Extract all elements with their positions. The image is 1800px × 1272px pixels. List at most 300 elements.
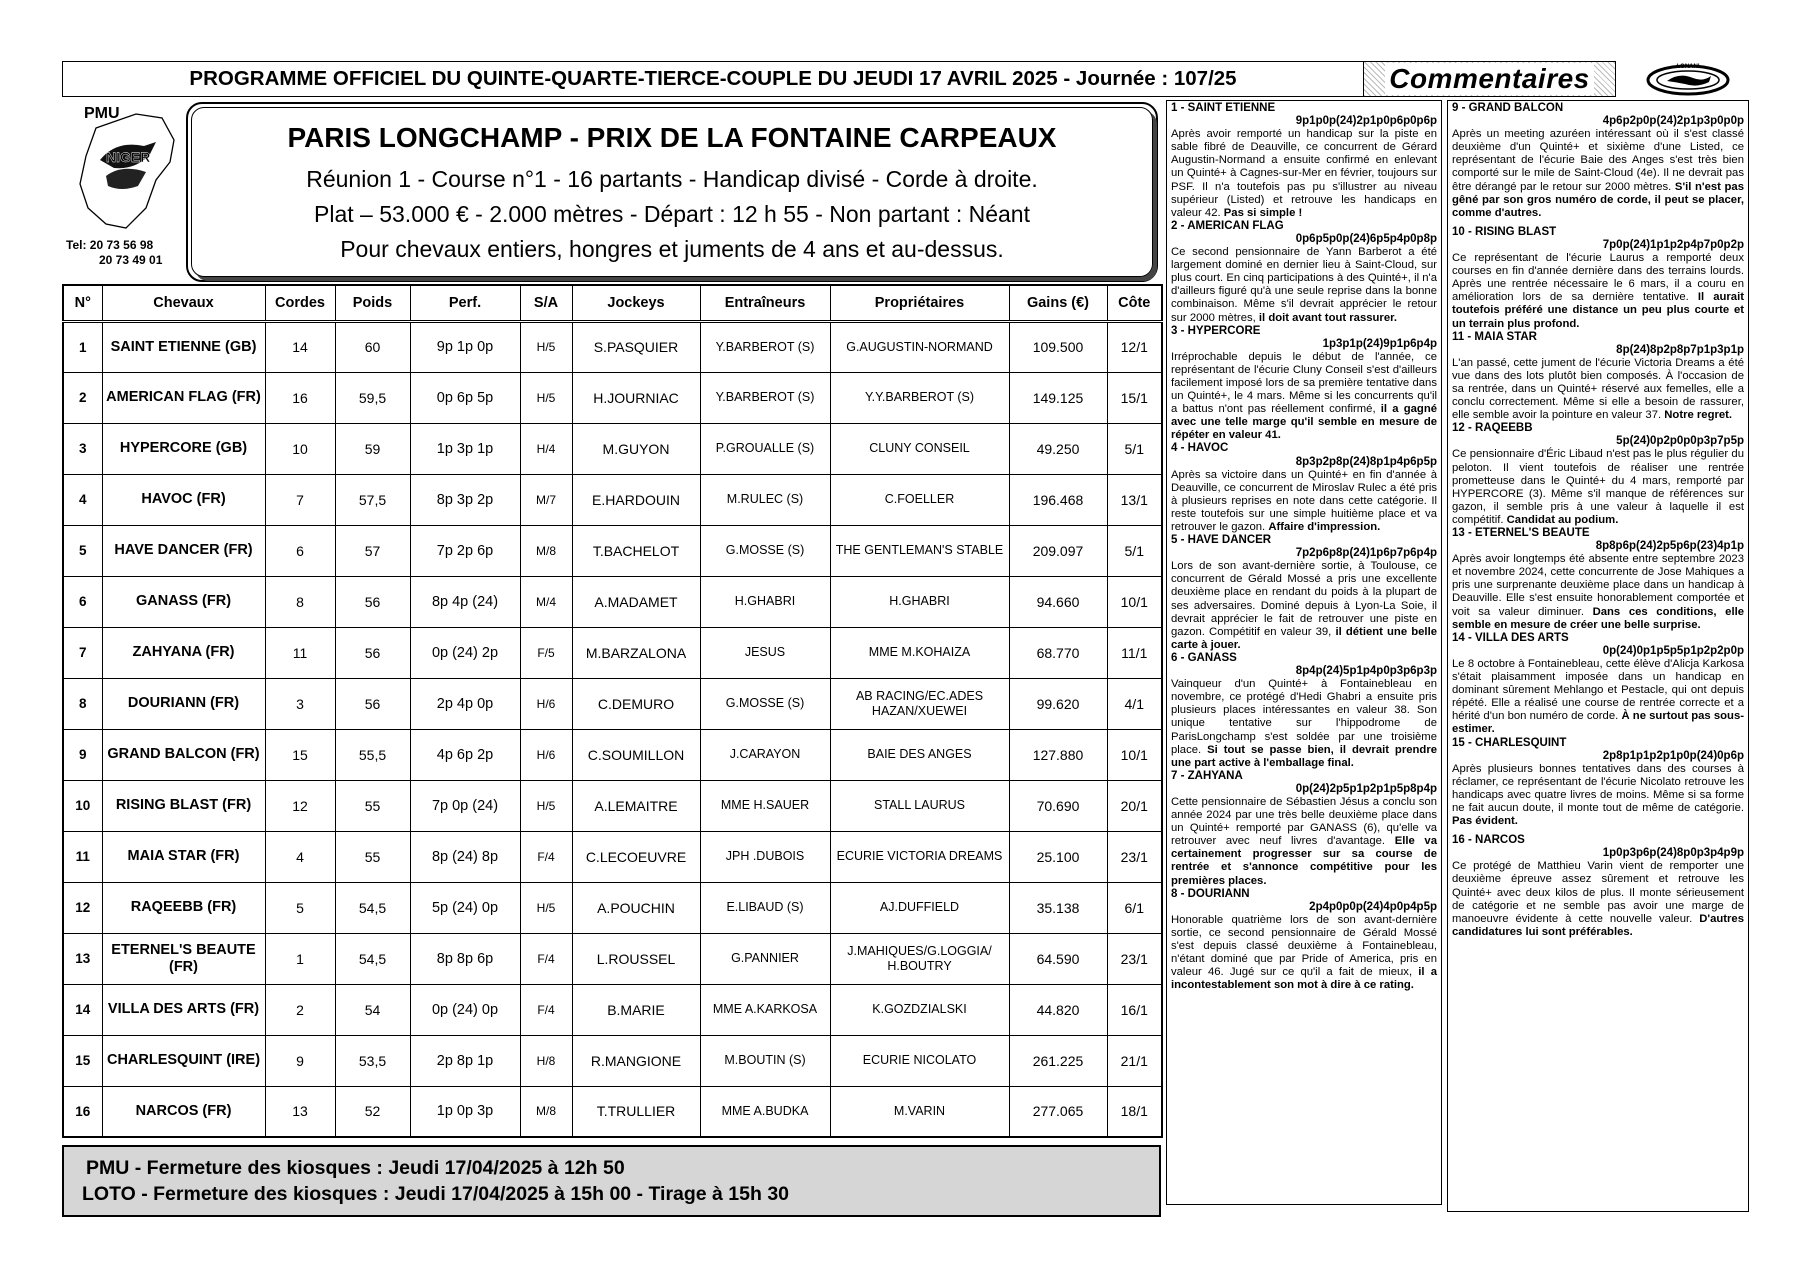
phone-line-2: 20 73 49 01 — [99, 253, 163, 267]
cell-poids: 56 — [335, 627, 410, 678]
cell-owner: ECURIE VICTORIA DREAMS — [830, 831, 1009, 882]
cell-horse: MAIA STAR (FR) — [102, 831, 265, 882]
cell-gains: 149.125 — [1009, 372, 1107, 423]
cell-cote: 11/1 — [1107, 627, 1162, 678]
cell-trainer: P.GROUALLE (S) — [700, 423, 830, 474]
cell-cote: 20/1 — [1107, 780, 1162, 831]
comment-text: Après sa victoire dans un Quinté+ en fin d'année à Deauville, ce concurrent de Miroslav Rulec a été pris à plusieurs reprises en note dans cette catégorie. Il reste toutefois sur une simple huitième place et va retrouver le gazon. — [1171, 468, 1437, 533]
cell-perf: 9p 1p 0p — [410, 321, 520, 372]
comment-entry — [1171, 220, 1437, 325]
cell-cordes: 2 — [265, 984, 335, 1035]
cell-perf: 0p (24) 0p — [410, 984, 520, 1035]
cell-cordes: 15 — [265, 729, 335, 780]
cell-gains: 99.620 — [1009, 678, 1107, 729]
comment-performances: 8p8p6p(24)2p5p6p(23)4p1p — [1595, 540, 1744, 553]
cell-num: 13 — [63, 933, 102, 984]
cell-sa: M/8 — [520, 1086, 572, 1137]
cell-poids: 57 — [335, 525, 410, 576]
table-row — [63, 372, 1162, 423]
comment-verdict: Pas évident. — [1452, 815, 1518, 828]
cell-trainer: MME A.BUDKA — [700, 1086, 830, 1137]
table-row — [63, 1086, 1162, 1137]
cell-perf: 7p 2p 6p — [410, 525, 520, 576]
comment-entry — [1452, 102, 1744, 220]
cell-trainer: Y.BARBEROT (S) — [700, 372, 830, 423]
logo-pmu-text: PMU — [84, 105, 120, 122]
cell-cote: 23/1 — [1107, 831, 1162, 882]
comment-text-block — [1171, 914, 1437, 993]
comment-performances: 0p(24)2p5p1p2p1p5p8p4p — [1295, 782, 1437, 795]
cell-cordes: 12 — [265, 780, 335, 831]
cell-sa: H/5 — [520, 780, 572, 831]
cell-gains: 70.690 — [1009, 780, 1107, 831]
table-row — [63, 933, 1162, 984]
comment-text-block — [1171, 128, 1437, 220]
comment-horse-heading: 10 - RISING BLAST — [1452, 225, 1557, 238]
cell-gains: 277.065 — [1009, 1086, 1107, 1137]
cell-cote: 6/1 — [1107, 882, 1162, 933]
cell-poids: 57,5 — [335, 474, 410, 525]
commentary-column-2 — [1447, 100, 1749, 1212]
pmu-niger-logo-icon — [66, 100, 180, 250]
comment-verdict: il a incontestablement son mot à dire à ce rating. — [1171, 966, 1438, 992]
cell-owner: ECURIE NICOLATO — [830, 1035, 1009, 1086]
comment-verdict: D'autres candidatures lui sont préférables. — [1452, 912, 1745, 938]
cell-owner: C.FOELLER — [830, 474, 1009, 525]
cell-cote: 23/1 — [1107, 933, 1162, 984]
comment-text: Le 8 octobre à Fontainebleau, cette élève d'Alicja Karkosa s'était plaisamment imposée dans un handicap en dominant sûrement Mehlango et Pestacle, qui ont depuis répété. Elle a réalisé une course de rentrée correcte et a hérité d'un bon numéro de corde. — [1452, 657, 1744, 723]
cell-cordes: 1 — [265, 933, 335, 984]
cell-num: 12 — [63, 882, 102, 933]
programme-title: PROGRAMME OFFICIEL DU QUINTE-QUARTE-TIERCE-COUPLE DU JEUDI 17 AVRIL 2025 - Journée : 107/25 — [189, 67, 1237, 90]
cell-owner: STALL LAURUS — [830, 780, 1009, 831]
cell-poids: 59,5 — [335, 372, 410, 423]
cell-num: 2 — [63, 372, 102, 423]
cell-poids: 59 — [335, 423, 410, 474]
cell-sa: H/5 — [520, 321, 572, 372]
comment-verdict: Dans ces conditions, elle semble en mesure de créer une belle surprise. — [1452, 605, 1744, 631]
race-details-line: Plat – 53.000 € - 2.000 mètres - Départ : 12 h 55 - Non partant : Néant — [314, 201, 1030, 227]
comment-entry — [1452, 331, 1744, 423]
comment-verdict: Notre regret. — [1664, 409, 1733, 422]
closing-times-box — [62, 1145, 1161, 1217]
comment-text: Honorable quatrième lors de son avant-dernière sortie, ce second pensionnaire de Gérald Mossé s'est depuis classé deuxième à Fontainebleau, n'étant dominé que par Pride of America, pris en valeur 46. Jugé sur ce qu'il a fait de mieux, — [1171, 913, 1437, 979]
race-meeting-line: Réunion 1 - Course n°1 - 16 partants - Handicap divisé - Corde à droite. — [306, 166, 1038, 192]
cell-jockey: A.MADAMET — [572, 576, 700, 627]
cell-cordes: 3 — [265, 678, 335, 729]
comment-text: Ce pensionnaire d'Éric Libaud n'est pas le plus régulier du peloton. Il vient toutefois de réaliser une rentrée prometteuse dans le Quinté+ du 4 mars, remporté par HYPERCORE (3). Même s'il manque de références sur gazon, il semble pris à une valeur à laquelle il est compétitif. — [1452, 448, 1744, 526]
table-row — [63, 882, 1162, 933]
cell-trainer: G.MOSSE (S) — [700, 678, 830, 729]
cell-cordes: 9 — [265, 1035, 335, 1086]
cell-num: 3 — [63, 423, 102, 474]
cell-jockey: M.GUYON — [572, 423, 700, 474]
cell-gains: 261.225 — [1009, 1035, 1107, 1086]
comment-performances: 7p2p6p8p(24)1p6p7p6p4p — [1295, 547, 1437, 560]
cell-sa: H/6 — [520, 678, 572, 729]
comment-text: Après avoir longtemps été absente entre septembre 2023 et novembre 2024, cette concurrente de Jose Mahiques a pris une surprenante deuxième place dans un handicap à Deauville. Elle s'est ensuite honorablement comportée et voit sa valeur diminuer. — [1452, 553, 1744, 618]
table-row — [63, 423, 1162, 474]
cell-num: 16 — [63, 1086, 102, 1137]
comment-entry — [1452, 834, 1744, 939]
header-jockey: Jockeys — [572, 285, 700, 321]
cell-perf: 7p 0p (24) — [410, 780, 520, 831]
cell-horse: GRAND BALCON (FR) — [102, 729, 265, 780]
cell-num: 15 — [63, 1035, 102, 1086]
cell-gains: 127.880 — [1009, 729, 1107, 780]
cell-sa: M/7 — [520, 474, 572, 525]
cell-jockey: C.DEMURO — [572, 678, 700, 729]
comment-performances: 0p(24)0p1p5p5p1p2p2p0p — [1602, 644, 1744, 657]
comment-horse-heading: 7 - ZAHYANA — [1171, 769, 1243, 782]
header-cordes: Cordes — [265, 285, 335, 321]
comment-text-block — [1452, 448, 1744, 527]
cell-perf: 0p (24) 2p — [410, 627, 520, 678]
table-row — [63, 984, 1162, 1035]
cell-owner: THE GENTLEMAN'S STABLE — [830, 525, 1009, 576]
cell-horse: HAVOC (FR) — [102, 474, 265, 525]
comment-verdict: Il aurait toutefois préféré une distance un peu plus courte et un terrain plus profond. — [1452, 291, 1744, 330]
cell-gains: 196.468 — [1009, 474, 1107, 525]
loto-closing-line: LOTO - Fermeture des kiosques : Jeudi 17/04/2025 à 15h 00 - Tirage à 15h 30 — [82, 1183, 790, 1205]
comment-verdict: S'il n'est pas gêné par son gros numéro de corde, il peut se placer, comme d'autres. — [1452, 180, 1744, 219]
cell-sa: H/6 — [520, 729, 572, 780]
comment-performances: 5p(24)0p2p0p0p3p7p5p — [1616, 435, 1744, 448]
cell-gains: 49.250 — [1009, 423, 1107, 474]
comment-performances: 1p0p3p6p(24)8p0p3p4p9p — [1602, 847, 1744, 860]
cell-num: 5 — [63, 525, 102, 576]
comment-text-block — [1171, 560, 1437, 652]
comment-performances: 8p(24)8p2p8p7p1p3p1p — [1616, 343, 1744, 356]
cell-horse: DOURIANN (FR) — [102, 678, 265, 729]
comment-entry — [1452, 527, 1744, 632]
table-row — [63, 525, 1162, 576]
cell-jockey: T.BACHELOT — [572, 525, 700, 576]
phone-numbers — [66, 238, 162, 268]
cell-sa: H/5 — [520, 882, 572, 933]
commentaires-banner — [1364, 61, 1616, 97]
commentary-column-1 — [1166, 100, 1442, 1205]
comment-verdict: Si tout se passe bien, il devrait prendre une part active à l'emballage final. — [1171, 743, 1437, 769]
comment-performances: 2p4p0p0p(24)4p0p4p5p — [1309, 900, 1437, 913]
cell-gains: 68.770 — [1009, 627, 1107, 678]
cell-jockey: R.MANGIONE — [572, 1035, 700, 1086]
cell-horse: ETERNEL'S BEAUTE (FR) — [102, 933, 265, 984]
comment-text-block — [1452, 763, 1744, 828]
cell-cote: 18/1 — [1107, 1086, 1162, 1137]
comment-verdict: il détient une belle carte à jouer. — [1171, 625, 1437, 651]
comment-entry — [1171, 442, 1437, 534]
cell-sa: F/4 — [520, 933, 572, 984]
cell-poids: 54,5 — [335, 882, 410, 933]
comment-performances: 1p3p1p(24)9p1p6p4p — [1322, 337, 1437, 350]
comment-entry — [1171, 102, 1437, 220]
comment-horse-heading: 5 - HAVE DANCER — [1171, 534, 1272, 547]
cell-perf: 1p 0p 3p — [410, 1086, 520, 1137]
cell-num: 7 — [63, 627, 102, 678]
comment-entry — [1171, 888, 1437, 993]
cell-jockey: H.JOURNIAC — [572, 372, 700, 423]
comment-entry — [1171, 534, 1437, 652]
header-trainer: Entraîneurs — [700, 285, 830, 321]
cell-num: 11 — [63, 831, 102, 882]
cell-sa: M/4 — [520, 576, 572, 627]
cell-perf: 2p 8p 1p — [410, 1035, 520, 1086]
comment-text: Après avoir remporté un handicap sur la piste en sable fibré de Deauville, ce concurrent de Gérard Augustin-Normand a ensuite confirmé en enlevant un Quinté+ à Cagnes-sur-Mer en février, toujours sur PSF. Il n'a toutefois pas pu s'illustrer au niveau supérieur (Listed) et retrouve les handicaps en valeur 42. — [1171, 128, 1437, 219]
comment-text: Cette pensionnaire de Sébastien Jésus a conclu son année 2024 par une très belle deuxième place dans un Quinté+ remporté par GANASS (6), qu'elle va retrouver avec neuf livres d'avantage. — [1171, 795, 1437, 848]
comment-horse-heading: 3 - HYPERCORE — [1171, 324, 1261, 337]
comment-verdict: Elle va certainement progresser sur sa course de rentrée et s'annonce compétitive pour les premières places. — [1171, 835, 1437, 887]
cell-poids: 55 — [335, 831, 410, 882]
cell-horse: NARCOS (FR) — [102, 1086, 265, 1137]
comment-text: Lors de son avant-dernière sortie, à Toulouse, ce concurrent de Gérald Mossé a pris une excellente deuxième place en rendant du poids à la plupart de ses adversaires. Dominé depuis à Lyon-La Soie, il devrait apprécier le fait de retrouver une piste en gazon. Compétitif en valeur 39, — [1171, 560, 1437, 638]
cell-cordes: 16 — [265, 372, 335, 423]
cell-perf: 0p 6p 5p — [410, 372, 520, 423]
comment-verdict: Candidat au podium. — [1506, 513, 1619, 526]
cell-jockey: M.BARZALONA — [572, 627, 700, 678]
cell-gains: 209.097 — [1009, 525, 1107, 576]
comment-text-block — [1452, 553, 1744, 632]
cell-sa: H/5 — [520, 372, 572, 423]
cell-gains: 64.590 — [1009, 933, 1107, 984]
comment-text: L'an passé, cette jument de l'écurie Victoria Dreams a été vue dans des lots plutôt bien composés. À l'occasion de sa rentrée, dans un Quinté+ réservé aux femelles, elle a conclu correctement. Même si elle a besoin de rassurer, elle semble avoir la pointure en valeur 37. — [1452, 356, 1744, 422]
comment-horse-heading: 14 - VILLA DES ARTS — [1452, 631, 1569, 644]
cell-gains: 109.500 — [1009, 321, 1107, 372]
cell-poids: 52 — [335, 1086, 410, 1137]
cell-perf: 8p (24) 8p — [410, 831, 520, 882]
header-cote: Côte — [1107, 285, 1162, 321]
header-num: N° — [63, 285, 102, 321]
comment-entry — [1171, 325, 1437, 443]
comment-entry — [1171, 770, 1437, 888]
cell-jockey: T.TRULLIER — [572, 1086, 700, 1137]
comment-performances: 9p1p0p(24)2p1p0p6p0p6p — [1295, 115, 1437, 128]
race-conditions-line: Pour chevaux entiers, hongres et juments de 4 ans et au-dessus. — [340, 236, 1004, 262]
cell-trainer: J.CARAYON — [700, 729, 830, 780]
cell-poids: 56 — [335, 576, 410, 627]
cell-cordes: 13 — [265, 1086, 335, 1137]
comment-horse-heading: 15 - CHARLESQUINT — [1452, 736, 1567, 749]
cell-perf: 8p 8p 6p — [410, 933, 520, 984]
cell-jockey: C.SOUMILLON — [572, 729, 700, 780]
cell-poids: 56 — [335, 678, 410, 729]
cell-cote: 4/1 — [1107, 678, 1162, 729]
comment-text-block — [1452, 658, 1744, 737]
cell-jockey: B.MARIE — [572, 984, 700, 1035]
cell-gains: 25.100 — [1009, 831, 1107, 882]
comment-horse-heading: 13 - ETERNEL'S BEAUTE — [1452, 527, 1590, 539]
comment-entry — [1452, 226, 1744, 331]
header-sa: S/A — [520, 285, 572, 321]
cell-num: 9 — [63, 729, 102, 780]
cell-perf: 5p (24) 0p — [410, 882, 520, 933]
comment-entry — [1452, 422, 1744, 527]
cell-cordes: 6 — [265, 525, 335, 576]
cell-horse: CHARLESQUINT (IRE) — [102, 1035, 265, 1086]
cell-jockey: A.POUCHIN — [572, 882, 700, 933]
commentaires-title: Commentaires — [1385, 63, 1594, 95]
cell-owner: CLUNY CONSEIL — [830, 423, 1009, 474]
cell-cote: 5/1 — [1107, 525, 1162, 576]
cell-poids: 54,5 — [335, 933, 410, 984]
cell-poids: 54 — [335, 984, 410, 1035]
table-row — [63, 474, 1162, 525]
cell-jockey: L.ROUSSEL — [572, 933, 700, 984]
comment-text-block — [1452, 357, 1744, 422]
cell-poids: 55,5 — [335, 729, 410, 780]
header-horse: Chevaux — [102, 285, 265, 321]
cell-horse: VILLA DES ARTS (FR) — [102, 984, 265, 1035]
cell-horse: RISING BLAST (FR) — [102, 780, 265, 831]
table-row — [63, 576, 1162, 627]
cell-trainer: M.RULEC (S) — [700, 474, 830, 525]
cell-owner: J.MAHIQUES/G.LOGGIA/ H.BOUTRY — [830, 933, 1009, 984]
cell-jockey: C.LECOEUVRE — [572, 831, 700, 882]
cell-cote: 21/1 — [1107, 1035, 1162, 1086]
cell-cordes: 5 — [265, 882, 335, 933]
comment-text-block — [1171, 246, 1437, 325]
cell-horse: ZAHYANA (FR) — [102, 627, 265, 678]
cell-cordes: 14 — [265, 321, 335, 372]
cell-sa: F/4 — [520, 984, 572, 1035]
comment-horse-heading: 16 - NARCOS — [1452, 834, 1525, 847]
header-gains: Gains (€) — [1009, 285, 1107, 321]
cell-gains: 35.138 — [1009, 882, 1107, 933]
comment-verdict: il a gagné avec une telle marge qu'il semble en mesure de répéter en valeur 41. — [1171, 403, 1438, 442]
cell-owner: H.GHABRI — [830, 576, 1009, 627]
cell-cordes: 11 — [265, 627, 335, 678]
header-poids: Poids — [335, 285, 410, 321]
comment-text-block — [1452, 252, 1744, 331]
header-owner: Propriétaires — [830, 285, 1009, 321]
cell-owner: MME M.KOHAIZA — [830, 627, 1009, 678]
cell-sa: H/8 — [520, 1035, 572, 1086]
cell-cote: 5/1 — [1107, 423, 1162, 474]
cell-num: 8 — [63, 678, 102, 729]
cell-trainer: JPH .DUBOIS — [700, 831, 830, 882]
cell-cote: 16/1 — [1107, 984, 1162, 1035]
comment-verdict: il doit avant tout rassurer. — [1258, 311, 1398, 324]
cell-cote: 10/1 — [1107, 576, 1162, 627]
cell-num: 14 — [63, 984, 102, 1035]
phone-line-1: Tel: 20 73 56 98 — [66, 238, 154, 252]
comment-text: Irréprochable depuis le début de l'année, ce représentant de l'écurie Cluny Conseil s'est d'ailleurs facilement imposé lors de sa première tentative dans un Quinté+, le 4 mars. Même si les concurrents qu'il a battus n'ont pas réellement confirmé, — [1171, 350, 1437, 416]
comment-text: Ce second pensionnaire de Yann Barberot a été largement dominé en dernier lieu à Saint-Cloud, sur plus court. En cinq participations à des Quinté+, il n'a d'ailleurs figuré qu'à une seule reprise dans la bonne combinaison. Même s'il devrait apprécier le retour sur 2000 mètres, — [1171, 246, 1437, 324]
cell-gains: 44.820 — [1009, 984, 1107, 1035]
cell-poids: 53,5 — [335, 1035, 410, 1086]
comment-performances: 7p0p(24)1p1p2p4p7p0p2p — [1602, 238, 1744, 251]
header-perf: Perf. — [410, 285, 520, 321]
cell-jockey: S.PASQUIER — [572, 321, 700, 372]
lonani-logo-icon — [1645, 62, 1731, 96]
comment-text: Après plusieurs bonnes tentatives dans des courses à réclamer, ce représentant de l'écurie Nicolato retrouve les handicaps avec quatre livres de moins. Même si sa forme ne fait aucun doute, il monte tout de même de catégorie. — [1452, 762, 1744, 814]
comment-text: Ce protégé de Matthieu Varin vient de remporter une deuxième épreuve assez sûrement et retrouve les Quinté+ avec deux kilos de plus. Il monte sérieusement de catégorie et ne semble pas avoir une marge de manoeuvre évidente à cette nouvelle valeur. — [1452, 860, 1744, 925]
cell-trainer: H.GHABRI — [700, 576, 830, 627]
comment-horse-heading: 4 - HAVOC — [1171, 442, 1229, 455]
cell-sa: M/8 — [520, 525, 572, 576]
cell-sa: F/5 — [520, 627, 572, 678]
comment-horse-heading: 2 - AMERICAN FLAG — [1171, 219, 1284, 232]
comment-horse-heading: 9 - GRAND BALCON — [1452, 102, 1564, 114]
cell-num: 4 — [63, 474, 102, 525]
cell-perf: 4p 6p 2p — [410, 729, 520, 780]
cell-trainer: JESUS — [700, 627, 830, 678]
cell-sa: F/4 — [520, 831, 572, 882]
comment-performances: 4p6p2p0p(24)2p1p3p0p0p — [1602, 115, 1744, 128]
comment-text: Ce représentant de l'écurie Laurus a remporté deux courses en fin d'année dernière dans des terrains lourds. Après une rentrée nécessaire le 6 mars, il a couru en amélioration lors de sa dernière tentative. — [1452, 252, 1744, 304]
cell-cote: 10/1 — [1107, 729, 1162, 780]
cell-owner: AJ.DUFFIELD — [830, 882, 1009, 933]
runners-table — [62, 284, 1163, 1138]
cell-trainer: E.LIBAUD (S) — [700, 882, 830, 933]
table-row — [63, 678, 1162, 729]
cell-owner: G.AUGUSTIN-NORMAND — [830, 321, 1009, 372]
cell-horse: SAINT ETIENNE (GB) — [102, 321, 265, 372]
cell-cordes: 7 — [265, 474, 335, 525]
cell-poids: 55 — [335, 780, 410, 831]
cell-trainer: Y.BARBEROT (S) — [700, 321, 830, 372]
lonani-logo-text: LONANI — [1676, 64, 1700, 70]
cell-horse: HAVE DANCER (FR) — [102, 525, 265, 576]
comment-horse-heading: 6 - GANASS — [1171, 651, 1237, 664]
comment-entry — [1452, 737, 1744, 829]
comment-entry — [1171, 652, 1437, 770]
cell-owner: AB RACING/EC.ADES HAZAN/XUEWEI — [830, 678, 1009, 729]
pmu-closing-line: PMU - Fermeture des kiosques : Jeudi 17/04/2025 à 12h 50 — [86, 1157, 625, 1179]
cell-gains: 94.660 — [1009, 576, 1107, 627]
table-row — [63, 321, 1162, 372]
comment-horse-heading: 1 - SAINT ETIENNE — [1171, 102, 1276, 114]
cell-trainer: G.PANNIER — [700, 933, 830, 984]
cell-perf: 2p 4p 0p — [410, 678, 520, 729]
comment-horse-heading: 11 - MAIA STAR — [1452, 330, 1537, 343]
comment-text: Vainqueur d'un Quinté+ à Fontainebleau en novembre, ce protégé d'Hedi Ghabri a ensuite pris plusieurs places intéressantes en valeur 38. Son unique tentative sur l'hippodrome de ParisLongchamp s'est soldée par une troisième place. — [1171, 678, 1437, 756]
race-info-box — [186, 102, 1158, 282]
cell-cordes: 10 — [265, 423, 335, 474]
cell-horse: AMERICAN FLAG (FR) — [102, 372, 265, 423]
table-row — [63, 1035, 1162, 1086]
logo-niger-text: NIGER — [106, 149, 151, 165]
cell-cote: 15/1 — [1107, 372, 1162, 423]
comment-horse-heading: 8 - DOURIANN — [1171, 887, 1250, 900]
cell-num: 6 — [63, 576, 102, 627]
cell-poids: 60 — [335, 321, 410, 372]
programme-banner — [62, 61, 1364, 97]
comment-performances: 8p4p(24)5p1p4p0p3p6p3p — [1295, 665, 1437, 678]
cell-perf: 8p 4p (24) — [410, 576, 520, 627]
comment-performances: 8p3p2p8p(24)8p1p4p6p5p — [1295, 455, 1437, 468]
cell-jockey: E.HARDOUIN — [572, 474, 700, 525]
cell-owner: Y.Y.BARBEROT (S) — [830, 372, 1009, 423]
comment-verdict: Pas si simple ! — [1223, 206, 1303, 219]
table-body — [63, 321, 1162, 1137]
comment-performances: 0p6p5p0p(24)6p5p4p0p8p — [1295, 232, 1437, 245]
cell-horse: RAQEEBB (FR) — [102, 882, 265, 933]
cell-perf: 8p 3p 2p — [410, 474, 520, 525]
comment-text-block — [1171, 678, 1437, 770]
comment-text-block — [1171, 796, 1437, 888]
comment-text-block — [1171, 351, 1437, 443]
cell-cordes: 4 — [265, 831, 335, 882]
cell-owner: K.GOZDZIALSKI — [830, 984, 1009, 1035]
comment-text-block — [1452, 860, 1744, 939]
cell-num: 10 — [63, 780, 102, 831]
comment-text: Après un meeting azuréen intéressant où il s'est classé deuxième d'un Quinté+ et sixième d'une Listed, ce représentant de l'écurie Baie des Anges s'est très bien comporté sur le mile de Saint-Cloud (4e). Il ne devrait pas être dérangé par le retour sur 2000 mètres. — [1452, 128, 1744, 193]
cell-trainer: G.MOSSE (S) — [700, 525, 830, 576]
cell-owner: BAIE DES ANGES — [830, 729, 1009, 780]
comment-text-block — [1171, 469, 1437, 534]
comment-horse-heading: 12 - RAQEEBB — [1452, 422, 1533, 435]
